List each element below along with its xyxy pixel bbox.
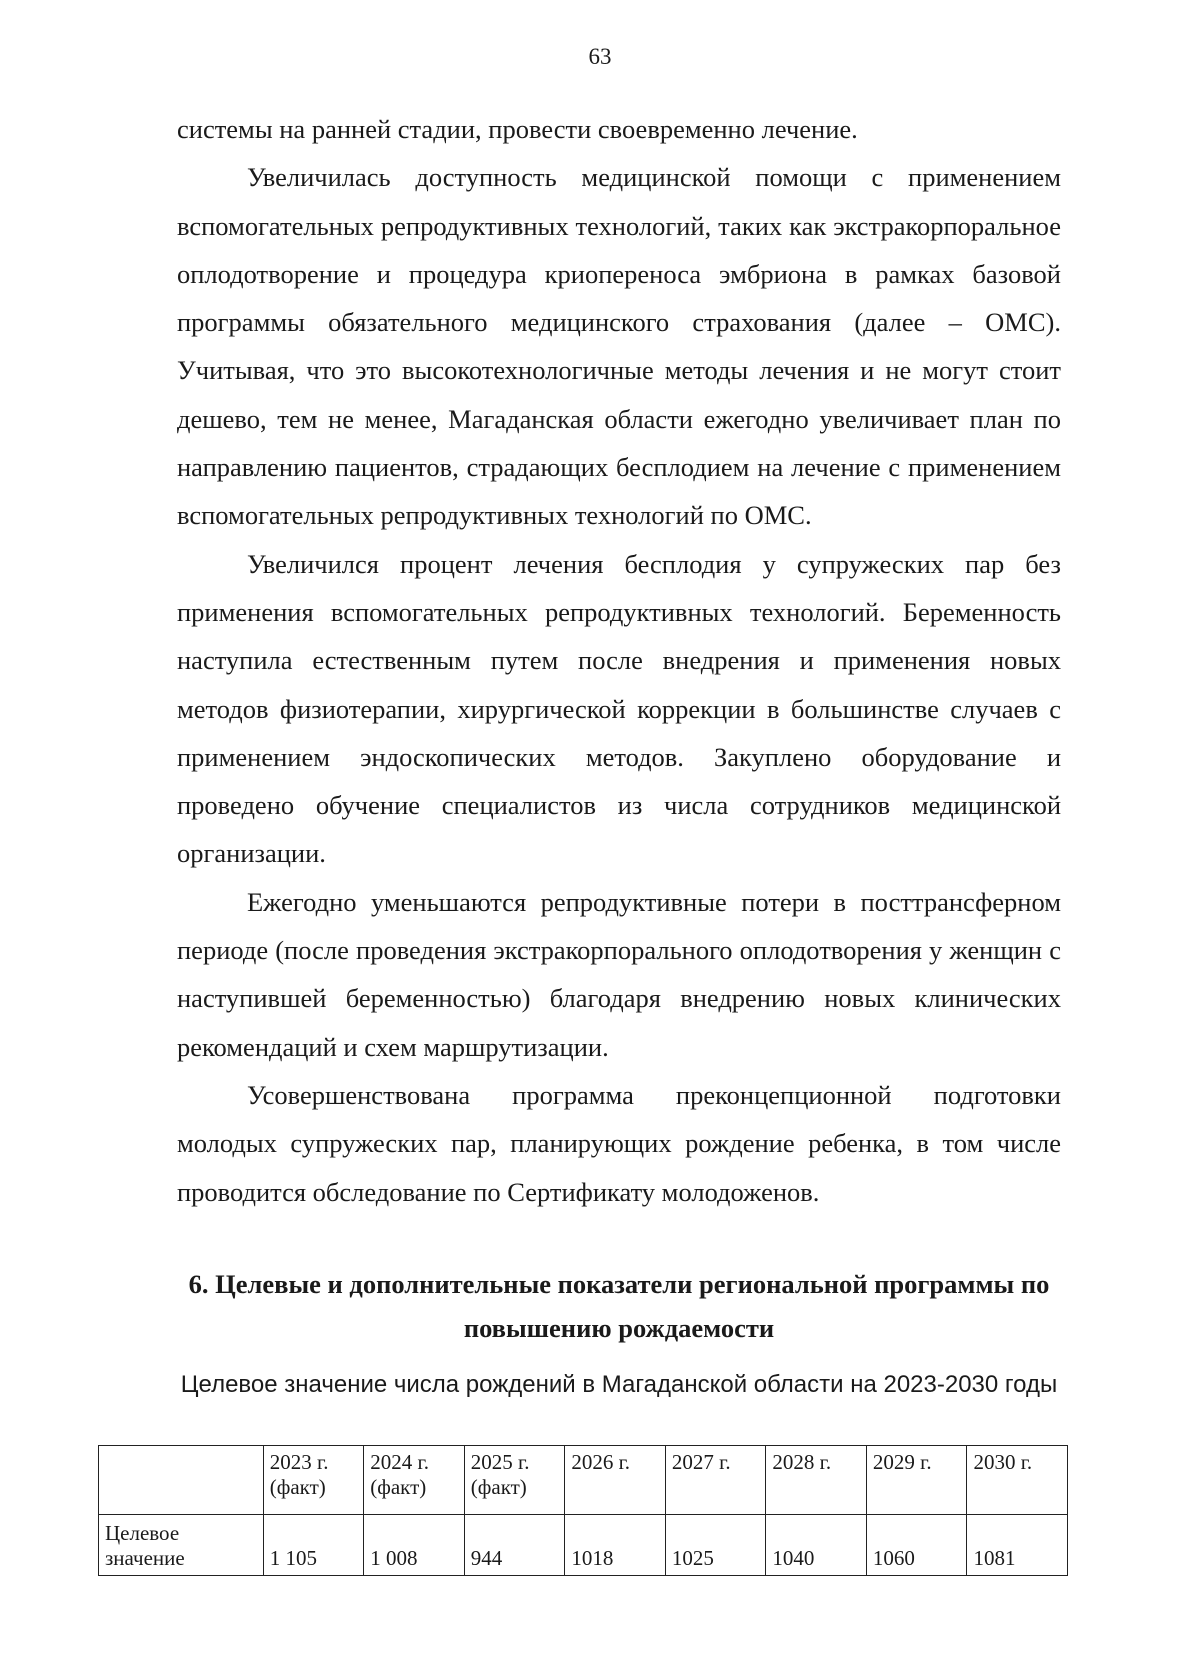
table-caption: Целевое значение числа рождений в Магаданской области на 2023-2030 годы [180,1371,1058,1398]
paragraph: Усовершенствована программа преконцепционной подготовки молодых супружеских пар, планирующих рождение ребенка, в том числе проводится обследование по Сертификату молодоженов. [177,1079,1061,1207]
table-header-cell: 2024 г. (факт) [364,1446,465,1515]
table-cell: 1025 [665,1515,766,1576]
paragraph: Увеличился процент лечения бесплодия у супружеских пар без применения вспомогательных репродуктивных технологий. Беременность наступила естественным путем после внедрения и применения новых методов физиотерапии, хирургической коррекции в большинстве случаев с применением эндоскопических методов. Закуплено оборудование и проведено обучение специалистов из числа сотрудников медицинской организации. [177,548,1061,869]
table-header-cell: 2025 г. (факт) [464,1446,565,1515]
table-cell: 1018 [565,1515,666,1576]
table-header-row [99,1446,1068,1515]
table-cell: 1060 [866,1515,967,1576]
table-row-label: Целевое значение [99,1515,264,1576]
table-header-cell: 2026 г. [565,1446,666,1515]
table-cell: 1 105 [263,1515,364,1576]
table-header-cell: 2027 г. [665,1446,766,1515]
paragraph: системы на ранней стадии, провести своевременно лечение. [177,114,858,144]
table-cell: 944 [464,1515,565,1576]
paragraph: Увеличилась доступность медицинской помощи с применением вспомогательных репродуктивных технологий, таких как экстракорпоральное оплодотворение и процедура криопереноса эмбриона в рамках базовой программы обязательного медицинского страхования (далее – ОМС). Учитывая, что это высокотехнологичные методы лечения и не могут стоит дешево, тем не менее, Магаданская области ежегодно увеличивает план по направлению пациентов, страдающих бесплодием на лечение с применением вспомогательных репродуктивных технологий по ОМС. [177,162,1061,531]
table-row [99,1515,1068,1576]
table-cell: 1040 [766,1515,867,1576]
section-heading: 6. Целевые и дополнительные показатели региональной программы по повышению рождаемости [188,1269,1050,1343]
table-header-cell: 2030 г. [967,1446,1068,1515]
target-births-table [98,1445,1068,1576]
page-number: 63 [588,44,612,69]
table-cell: 1 008 [364,1515,465,1576]
table-header-cell: 2028 г. [766,1446,867,1515]
table-header-cell: 2023 г. (факт) [263,1446,364,1515]
table-cell: 1081 [967,1515,1068,1576]
table-header-cell: 2029 г. [866,1446,967,1515]
paragraph: Ежегодно уменьшаются репродуктивные потери в посттрансферном периоде (после проведения экстракорпорального оплодотворения у женщин с наступившей беременностью) благодаря внедрению новых клинических рекомендаций и схем маршрутизации. [177,886,1061,1062]
table-header-cell [99,1446,264,1515]
body-text [177,105,1061,1216]
